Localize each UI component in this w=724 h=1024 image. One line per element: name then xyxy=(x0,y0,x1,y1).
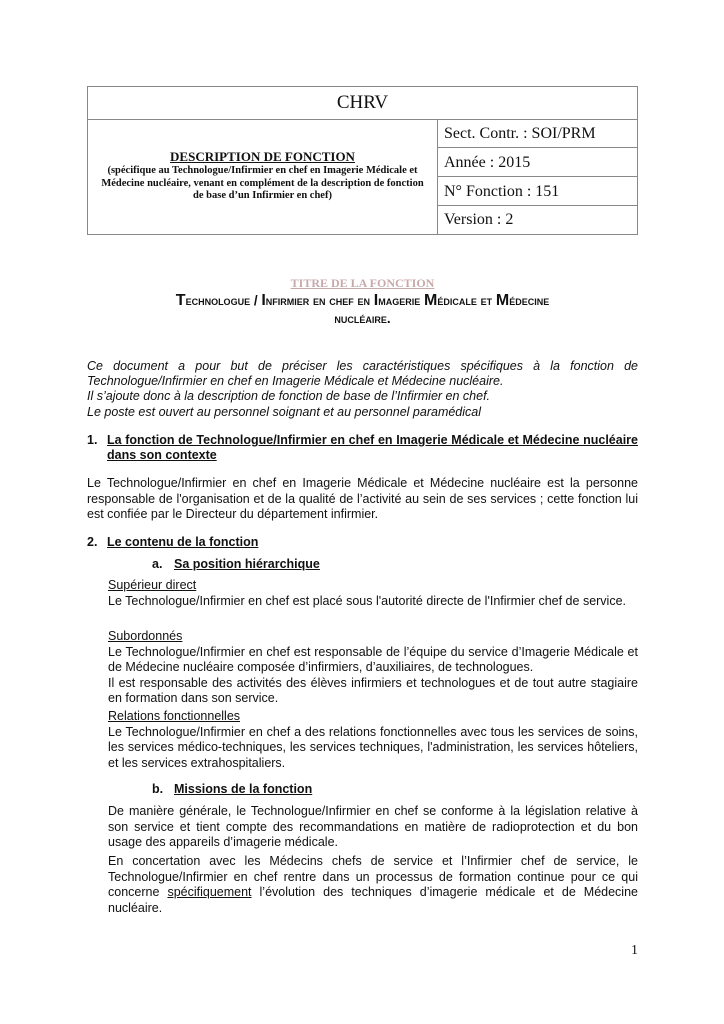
subordonnes-block xyxy=(108,629,638,707)
subordonnes-label: Subordonnés xyxy=(108,629,183,643)
superieur-block xyxy=(108,578,638,609)
intro-line: Ce document a pour but de préciser les caractéristiques spécifiques à la fonction de Technologue/Infirmier en chef en Imagerie Médicale et Médecine nucléaire. xyxy=(87,359,638,389)
intro-line: Il s’ajoute donc à la description de fonction de base de l’Infirmier en chef. xyxy=(87,389,491,404)
subsection-b-heading xyxy=(152,782,632,797)
relations-text: Le Technologue/Infirmier en chef a des relations fonctionnelles avec tous les services de soins, les services médico-techniques, les services techniques, l'administration, les services hôteliers, et les services extrahospitaliers. xyxy=(108,724,638,770)
relations-label: Relations fonctionnelles xyxy=(108,709,241,723)
org-name: CHRV xyxy=(88,87,637,120)
intro-line: Le poste est ouvert au personnel soignant et au personnel paramédical xyxy=(87,404,482,419)
relations-block xyxy=(108,709,638,771)
superieur-text: Le Technologue/Infirmier en chef est placé sous l'autorité directe de l'Infirmier chef de service. xyxy=(108,593,627,608)
fonction-number: N° Fonction : 151 xyxy=(438,177,637,206)
sect-contr: Sect. Contr. : SOI/PRM xyxy=(438,119,637,148)
section-title: Le contenu de la fonction xyxy=(107,535,259,549)
underlined-word: spécifiquement xyxy=(167,885,252,899)
section-1-body: Le Technologue/Infirmier en chef en Imagerie Médicale et Médecine nucléaire est la personne responsable de l'organisation et de la qualité de l’activité au sein de ses services ; cette fonction lui est confiée par le Directeur du département infirmier. xyxy=(87,476,638,521)
subsection-number: a. xyxy=(152,557,163,571)
subordonnes-text-1: Le Technologue/Infirmier en chef est responsable de l’équipe du service d’Imagerie Médicale et de Médecine nucléaire composée d’infirmiers, d’auxiliaires, de technologues. xyxy=(108,644,638,674)
missions-paragraph-2: En concertation avec les Médecins chefs de service et l’Infirmier chef de service, le Technologue/Infirmier en chef rentre dans un processus de formation continue pour ce qui concerne spécifiquement l’évolution des techniques d’imagerie médicale et de Médecine nucléaire. xyxy=(108,854,638,915)
section-2-heading xyxy=(87,535,638,550)
annee: Année : 2015 xyxy=(438,148,637,177)
section-title: La fonction de Technologue/Infirmier en chef en Imagerie Médicale et Médecine nucléaire dans son contexte xyxy=(107,433,638,463)
subordonnes-text-2: Il est responsable des activités des élèves infirmiers et technologues et de tout autre stagiaire en formation dans son service. xyxy=(108,675,638,705)
function-title-line1: Technologue / Infirmier en chef en Imagerie Médicale et Médecine xyxy=(175,292,550,309)
function-title-line2: nucléaire. xyxy=(334,311,391,326)
section-1-heading xyxy=(87,433,638,463)
subsection-title: Sa position hiérarchique xyxy=(174,557,320,571)
section-number: 2. xyxy=(87,535,98,549)
page-number: 1 xyxy=(631,943,638,958)
subsection-a-heading xyxy=(152,557,632,572)
doc-subtitle: (spécifique au Technologue/Infirmier en chef en Imagerie Médicale et Médecine nucléaire, venant en complément de la description de fonction de base d’un Infirmier en chef) xyxy=(101,165,424,201)
function-title-label: TITRE DE LA FONCTION xyxy=(290,276,435,290)
function-title xyxy=(87,292,638,328)
version: Version : 2 xyxy=(444,211,514,228)
superieur-label: Supérieur direct xyxy=(108,578,197,592)
subsection-number: b. xyxy=(152,782,164,796)
missions-paragraph-1: De manière générale, le Technologue/Infirmier en chef se conforme à la législation relative à son service et tient compte des recommandations en matière de radioprotection et du bon usage des appareils d’imagerie médicale. xyxy=(108,804,638,849)
section-number: 1. xyxy=(87,433,98,447)
doc-title: DESCRIPTION DE FONCTION xyxy=(170,149,355,164)
subsection-title: Missions de la fonction xyxy=(174,782,313,796)
intro-paragraph xyxy=(87,359,638,420)
doc-title-cell xyxy=(88,119,438,234)
header-table xyxy=(87,86,638,235)
